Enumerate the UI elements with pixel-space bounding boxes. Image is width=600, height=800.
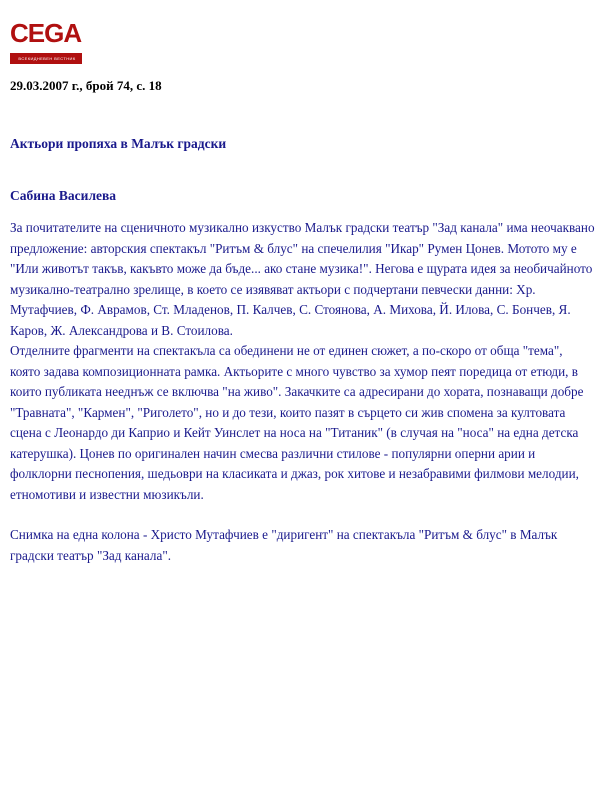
page-title: Актьори пропяха в Малък градски	[10, 136, 227, 151]
article-byline: Сабина Василева	[10, 188, 117, 203]
article-paragraph: За почитателите на сценичното музикално изкуство Малък градски театър "Зад канала" има неочаквано предложение: авторския спектакъл "Ритъм & блус" на спечелилия "Икар" Румен Цонев. Мотото му е "Или животът такъв, какъвто може да бъде... ако стане музика!". Негова е щурата идея за необичайното музикално-театрално зрелище, в което се изявяват актьори с подчертани певчески данни: Хр. Мутафчиев, Ф. Аврамов, Ст. Младенов, П. Калчев, С. Стоянова, А. Михова, Й. Илова, С. Бончев, Я. Каров, Ж. Александрова и В. Стоилова.	[10, 220, 595, 338]
photo-caption: Снимка на една колона - Христо Мутафчиев е "диригент" на спектакъла "Ритъм & блус" в Малък градски театър "Зад канала".	[10, 527, 558, 563]
svg-text:CEGA: CEGA	[10, 18, 82, 48]
article-paragraph: Отделните фрагменти на спектакъла са обединени не от единен сюжет, а по-скоро от обща "тема", която задава композиционната рамка. Актьорите с много чувство за хумор пеят поредица от етюди, в които публиката нееднъж се включва "на живо". Закачките са адресирани до хората, познаващи добре "Травната", "Кармен", "Риголето", но и до тези, които пазят в сърцето си жив спомена за култовата сцена с Леонардо ди Каприо и Кейт Уинслет на носа на "Титаник" (в случая на "носа" на една детска катерушка). Цонев по оригинален начин смесва различни стилове - популярни оперни арии и фолклорни песнопения, шедьоври на класиката и джаз, рок хитове и незабравими филмови мелодии, етномотиви и известни мюзикъли.	[10, 343, 584, 502]
article-body	[10, 218, 596, 505]
issue-line: 29.03.2007 г., брой 74, с. 18	[10, 78, 162, 93]
masthead-logo	[10, 14, 84, 64]
masthead-subtitle: ВСЕКИДНЕВЕН ВЕСТНИК	[18, 56, 76, 61]
sega-logo-icon	[10, 14, 84, 52]
